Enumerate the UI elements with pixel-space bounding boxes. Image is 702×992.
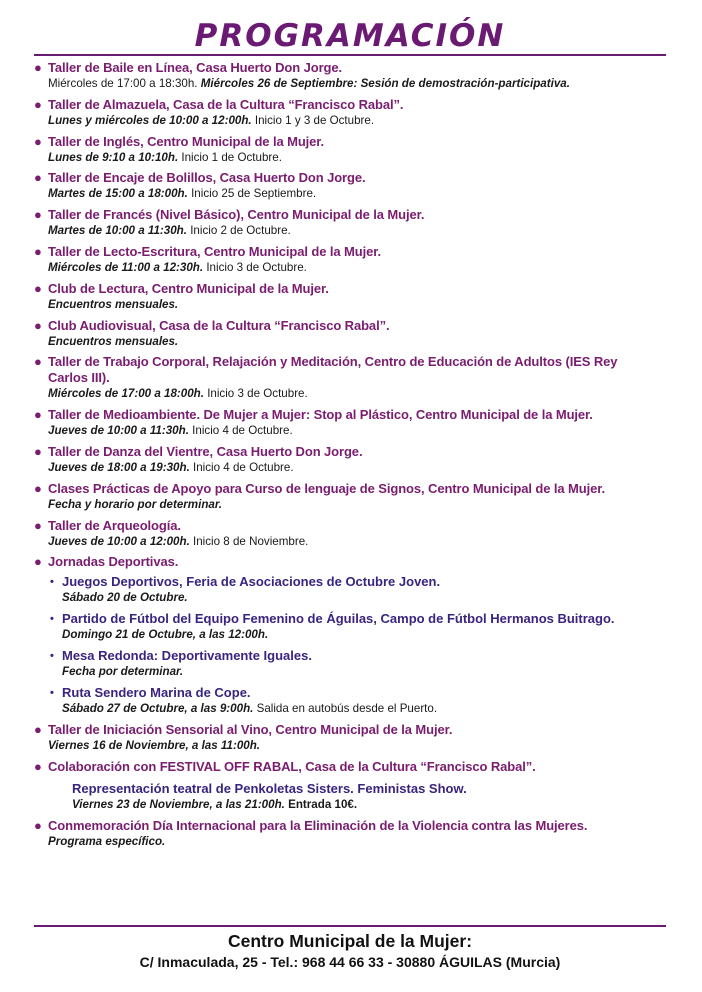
item-title: Taller de Medioambiente. De Mujer a Mujer: Stop al Plástico, Centro Municipal de la Mujer.: [48, 407, 593, 423]
sub-bullet-icon: •: [50, 650, 54, 663]
list-item: [34, 481, 684, 512]
sub-bullet-icon: •: [50, 687, 54, 700]
item-title: Club Audiovisual, Casa de la Cultura “Francisco Rabal”.: [48, 317, 390, 333]
bullet-icon: ●: [34, 243, 42, 259]
item-schedule-emphasis: Miércoles 26 de Septiembre: Sesión de demostración-participativa.: [200, 77, 570, 90]
list-item: [34, 134, 684, 165]
list-item: [34, 407, 684, 438]
item-title: Jornadas Deportivas.: [48, 554, 179, 570]
item-title: Taller de Lecto-Escritura, Centro Municipal de la Mujer.: [48, 243, 381, 259]
bullet-icon: ●: [34, 517, 42, 533]
item-title: Taller de Danza del Vientre, Casa Huerto Don Jorge.: [48, 443, 363, 459]
item-schedule: Martes de 10:00 a 11:30h.: [48, 224, 187, 238]
sub-item-note: Salida en autobús desde el Puerto.: [253, 702, 438, 716]
page-title: PROGRAMACIÓN: [194, 18, 506, 54]
bullet-icon: ●: [34, 354, 42, 370]
item-title: Conmemoración Día Internacional para la Eliminación de la Violencia contra las Mujeres.: [48, 817, 588, 833]
item-schedule: Miércoles de 17:00 a 18:00h.: [48, 387, 204, 401]
item-schedule: Miércoles de 11:00 a 12:30h.: [48, 260, 204, 274]
sub-item: [50, 574, 684, 605]
list-item: [34, 97, 684, 128]
item-schedule: Jueves de 10:00 a 12:00h.: [48, 534, 190, 548]
bullet-icon: ●: [34, 554, 42, 570]
item-title: Taller de Francés (Nivel Básico), Centro Municipal de la Mujer.: [48, 207, 425, 223]
item-start: Inicio 4 de Octubre.: [189, 460, 294, 474]
sub-item-schedule: Sábado 20 de Octubre.: [62, 591, 188, 605]
item-title: Club de Lectura, Centro Municipal de la Mujer.: [48, 280, 329, 296]
title-divider: [34, 54, 666, 56]
item-start: Inicio 4 de Octubre.: [188, 424, 293, 438]
sub-item-title: Ruta Sendero Marina de Cope.: [62, 685, 251, 701]
item-schedule: Viernes 16 de Noviembre, a las 11:00h.: [48, 739, 261, 753]
item-price: Entrada 10€.: [284, 797, 358, 811]
sub-item: [50, 648, 684, 679]
item-start: Inicio 3 de Octubre.: [203, 260, 307, 274]
item-schedule: Jueves de 10:00 a 11:30h.: [48, 424, 189, 438]
item-schedule: Viernes 23 de Noviembre, a las 21:00h.: [72, 797, 285, 811]
item-schedule: Fecha y horario por determinar.: [48, 497, 222, 511]
list-item: [34, 244, 684, 275]
list-item: [34, 170, 684, 201]
bullet-icon: ●: [34, 817, 42, 833]
item-title: Taller de Trabajo Corporal, Relajación y Meditación, Centro de Educación de Adultos (IES Rey Carlos III).: [48, 354, 618, 386]
item-title: Taller de Inglés, Centro Municipal de la Mujer.: [48, 133, 325, 149]
item-start: Inicio 3 de Octubre.: [203, 387, 308, 401]
item-schedule: Lunes de 9:10 a 10:10h.: [48, 150, 179, 164]
item-title: Taller de Almazuela, Casa de la Cultura “Francisco Rabal”.: [48, 96, 404, 112]
item-schedule: Programa específico.: [48, 834, 166, 848]
item-start: Inicio 1 de Octubre.: [178, 150, 282, 164]
header: [34, 18, 666, 56]
sub-item-title: Partido de Fútbol del Equipo Femenino de Águilas, Campo de Fútbol Hermanos Buitrago.: [62, 611, 615, 627]
item-schedule: Lunes y miércoles de 10:00 a 12:00h.: [48, 113, 252, 127]
bullet-icon: ●: [34, 170, 42, 186]
item-start: Inicio 1 y 3 de Octubre.: [251, 113, 375, 127]
bullet-icon: ●: [34, 443, 42, 459]
sub-item-schedule: Domingo 21 de Octubre, a las 12:00h.: [62, 628, 269, 642]
item-title: Taller de Baile en Línea, Casa Huerto Don Jorge.: [48, 60, 343, 75]
sub-bullet-icon: •: [50, 576, 54, 589]
item-start: Inicio 8 de Noviembre.: [189, 534, 309, 548]
sub-item: [50, 611, 684, 642]
list-item: [34, 722, 684, 753]
item-schedule: Miércoles de 17:00 a 18:30h.: [48, 77, 201, 90]
item-start: Inicio 25 de Septiembre.: [187, 187, 317, 201]
program-list: [34, 60, 684, 855]
item-schedule: Encuentros mensuales.: [48, 297, 179, 311]
item-schedule: Jueves de 18:00 a 19:30h.: [48, 460, 190, 474]
item-title: Taller de Encaje de Bolillos, Casa Huerto Don Jorge.: [48, 170, 366, 186]
list-item: [34, 207, 684, 238]
bullet-icon: ●: [34, 96, 42, 112]
footer-divider: [34, 925, 666, 927]
footer: [34, 925, 666, 972]
list-item: [34, 354, 684, 401]
bullet-icon: ●: [34, 60, 42, 75]
festival-show-title: Representación teatral de Penkoletas Sisters. Feministas Show.: [72, 780, 467, 796]
item-title: Taller de Iniciación Sensorial al Vino, Centro Municipal de la Mujer.: [48, 722, 453, 738]
sub-item-title: Juegos Deportivos, Feria de Asociaciones de Octubre Joven.: [62, 574, 441, 590]
sub-bullet-icon: •: [50, 613, 54, 626]
list-item: [34, 518, 684, 549]
item-title: Colaboración con FESTIVAL OFF RABAL, Casa de la Cultura “Francisco Rabal”.: [48, 758, 536, 774]
bullet-icon: ●: [34, 207, 42, 223]
bullet-icon: ●: [34, 133, 42, 149]
list-item-festival: [34, 759, 684, 812]
list-item: [34, 318, 684, 349]
item-schedule: Martes de 15:00 a 18:00h.: [48, 187, 188, 201]
list-item: [34, 444, 684, 475]
footer-title: Centro Municipal de la Mujer:: [227, 931, 473, 951]
list-item-jornadas: [34, 554, 684, 716]
sub-item-schedule: Sábado 27 de Octubre, a las 9:00h.: [62, 702, 254, 716]
item-title: Clases Prácticas de Apoyo para Curso de lenguaje de Signos, Centro Municipal de la Mujer.: [48, 480, 605, 496]
bullet-icon: ●: [34, 480, 42, 496]
bullet-icon: ●: [34, 280, 42, 296]
sub-item: [50, 685, 684, 716]
list-item: [34, 281, 684, 312]
list-item: [34, 60, 684, 91]
item-start: Inicio 2 de Octubre.: [186, 224, 291, 238]
bullet-icon: ●: [34, 407, 42, 423]
item-title: Taller de Arqueología.: [48, 517, 181, 533]
list-item: [34, 818, 684, 849]
bullet-icon: ●: [34, 722, 42, 738]
sub-item-title: Mesa Redonda: Deportivamente Iguales.: [62, 648, 312, 664]
footer-address: C/ Inmaculada, 25 - Tel.: 968 44 66 33 - 30880 ÁGUILAS (Murcia): [139, 954, 561, 970]
item-schedule: Encuentros mensuales.: [48, 334, 179, 348]
sub-item-schedule: Fecha por determinar.: [62, 665, 184, 679]
bullet-icon: ●: [34, 758, 42, 774]
bullet-icon: ●: [34, 317, 42, 333]
